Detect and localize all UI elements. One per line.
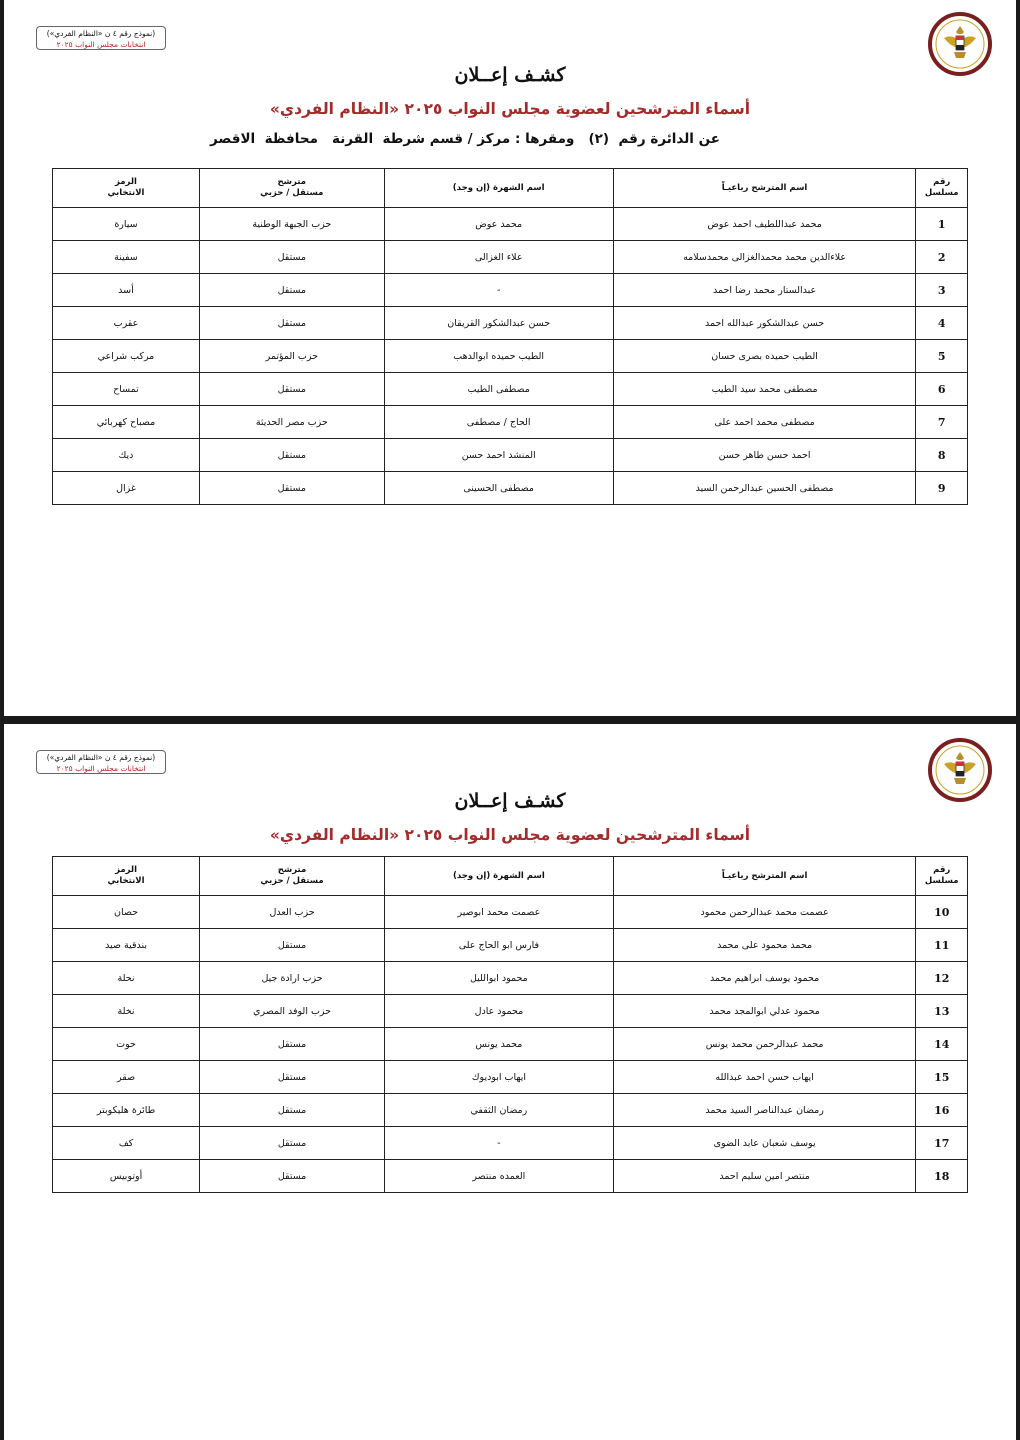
header-election-symbol: الرمز الانتخابي <box>53 857 200 896</box>
serial-cell: 16 <box>916 1094 968 1127</box>
nickname-cell: علاء الغزالى <box>384 241 613 274</box>
serial-cell: 2 <box>916 241 968 274</box>
candidate-name-cell: مصطفى محمد احمد على <box>613 406 916 439</box>
election-symbol-cell: بندقية صيد <box>53 929 200 962</box>
candidate-type-cell: مستقل <box>199 472 384 505</box>
form-number-badge <box>36 750 166 774</box>
serial-cell: 6 <box>916 373 968 406</box>
nickname-cell: مصطفى الطيب <box>384 373 613 406</box>
candidate-name-cell: يوسف شعبان عابد الضوى <box>613 1127 916 1160</box>
document-title: كشـف إعــلان <box>454 790 566 812</box>
header-candidate-type: مترشح مستقل / حزبي <box>200 857 385 896</box>
table-row <box>53 472 968 505</box>
nickname-cell: محمد عوض <box>384 208 613 241</box>
candidate-name-cell: ايهاب حسن احمد عبدالله <box>613 1061 916 1094</box>
candidate-type-cell: حزب الوفد المصري <box>200 995 385 1028</box>
form-badge-line2: انتخابات مجلس النواب ٢٠٢٥ <box>56 764 146 773</box>
candidate-type-cell: حزب العدل <box>200 896 385 929</box>
header-candidate-name: اسم المترشح رباعيـاً <box>613 857 916 896</box>
candidate-type-cell: مستقل <box>200 1061 385 1094</box>
table-row <box>53 307 968 340</box>
district-line: عن الدائرة رقم (٢) ومقرها : مركز / قسم شرطة القرنة محافظة الاقصر <box>209 131 720 147</box>
candidate-type-cell: مستقل <box>200 1028 385 1061</box>
candidate-name-cell: عبدالستار محمد رضا احمد <box>613 274 916 307</box>
nickname-cell: الطيب حميده ابوالدهب <box>384 340 613 373</box>
header-serial: رقم مسلسل <box>916 857 968 896</box>
table-row <box>53 1160 968 1193</box>
table-row <box>53 1127 968 1160</box>
candidate-name-cell: علاءالدين محمد محمدالغزالى محمدسلامه <box>613 241 916 274</box>
header-nickname: اسم الشهرة (إن وجد) <box>384 169 613 208</box>
table-row <box>53 439 968 472</box>
header-candidate-type: مترشح مستقل / حزبي <box>199 169 384 208</box>
election-symbol-cell: سيارة <box>53 208 200 241</box>
table-row <box>53 896 968 929</box>
election-symbol-cell: عقرب <box>53 307 200 340</box>
candidate-type-cell: مستقل <box>199 274 384 307</box>
table-row <box>53 1028 968 1061</box>
nickname-cell: حسن عبدالشكور القريقان <box>384 307 613 340</box>
candidates-table-1 <box>52 168 968 505</box>
election-symbol-cell: حصان <box>53 896 200 929</box>
candidate-name-cell: محمود يوسف ابراهيم محمد <box>613 962 916 995</box>
nickname-cell: محمود ابوالليل <box>385 962 614 995</box>
candidate-name-cell: مصطفى الحسين عبدالرحمن السيد <box>613 472 916 505</box>
candidate-type-cell: مستقل <box>199 241 384 274</box>
serial-cell: 1 <box>916 208 968 241</box>
document-subtitle: أسماء المترشحين لعضوية مجلس النواب ٢٠٢٥ «النظام الفردي» <box>269 100 751 118</box>
serial-cell: 12 <box>916 962 968 995</box>
form-number-badge <box>36 26 166 50</box>
table-header-row <box>53 857 968 896</box>
serial-cell: 11 <box>916 929 968 962</box>
candidate-type-cell: مستقل <box>200 1160 385 1193</box>
document-page-2 <box>4 724 1016 1440</box>
election-symbol-cell: مركب شراعي <box>53 340 200 373</box>
candidate-type-cell: مستقل <box>199 439 384 472</box>
form-badge-line1: (نموذج رقم ٤ ن «النظام الفردي») <box>46 753 156 762</box>
nickname-cell: محمد يونس <box>385 1028 614 1061</box>
nickname-cell: محمود عادل <box>385 995 614 1028</box>
nickname-cell: - <box>385 1127 614 1160</box>
election-symbol-cell: أسد <box>53 274 200 307</box>
candidate-type-cell: حزب الجبهة الوطنية <box>199 208 384 241</box>
candidate-name-cell: حسن عبدالشكور عبدالله احمد <box>613 307 916 340</box>
candidate-type-cell: مستقل <box>200 1094 385 1127</box>
document-subtitle: أسماء المترشحين لعضوية مجلس النواب ٢٠٢٥ «النظام الفردي» <box>269 826 751 844</box>
table-row <box>53 208 968 241</box>
nickname-cell: الحاج / مصطفى <box>384 406 613 439</box>
nickname-cell: فارس ابو الحاج على <box>385 929 614 962</box>
nickname-cell: عصمت محمد ابوصير <box>385 896 614 929</box>
serial-cell: 5 <box>916 340 968 373</box>
candidate-type-cell: مستقل <box>199 307 384 340</box>
candidate-name-cell: عصمت محمد عبدالرحمن محمود <box>613 896 916 929</box>
candidate-type-cell: حزب مصر الحديثة <box>199 406 384 439</box>
election-symbol-cell: غزال <box>53 472 200 505</box>
election-symbol-cell: طائرة هليكوبتر <box>53 1094 200 1127</box>
election-symbol-cell: ديك <box>53 439 200 472</box>
candidate-name-cell: رمضان عبدالناصر السيد محمد <box>613 1094 916 1127</box>
candidate-type-cell: مستقل <box>200 1127 385 1160</box>
header-nickname: اسم الشهرة (إن وجد) <box>385 857 614 896</box>
document-page-1 <box>4 0 1016 716</box>
table-row <box>53 274 968 307</box>
serial-cell: 3 <box>916 274 968 307</box>
candidate-name-cell: منتصر امين سليم احمد <box>613 1160 916 1193</box>
form-badge-line1: (نموذج رقم ٤ ن «النظام الفردي») <box>46 29 156 38</box>
nickname-cell: مصطفى الحسينى <box>384 472 613 505</box>
election-symbol-cell: نخلة <box>53 995 200 1028</box>
election-symbol-cell: سفينة <box>53 241 200 274</box>
serial-cell: 15 <box>916 1061 968 1094</box>
serial-cell: 9 <box>916 472 968 505</box>
election-symbol-cell: صقر <box>53 1061 200 1094</box>
candidate-name-cell: محمد محمود على محمد <box>613 929 916 962</box>
table-row <box>53 406 968 439</box>
header-candidate-name: اسم المترشح رباعيـاً <box>613 169 916 208</box>
serial-cell: 18 <box>916 1160 968 1193</box>
serial-cell: 4 <box>916 307 968 340</box>
nickname-cell: العمده منتصر <box>385 1160 614 1193</box>
table-row <box>53 1094 968 1127</box>
serial-cell: 17 <box>916 1127 968 1160</box>
candidate-name-cell: محمد عبداللطيف احمد عوض <box>613 208 916 241</box>
nickname-cell: - <box>384 274 613 307</box>
nickname-cell: المنشد احمد حسن <box>384 439 613 472</box>
election-symbol-cell: مصباح كهربائي <box>53 406 200 439</box>
election-symbol-cell: أوتوبيس <box>53 1160 200 1193</box>
header-election-symbol: الرمز الانتخابي <box>53 169 200 208</box>
table-row <box>53 340 968 373</box>
nickname-cell: رمضان الثقفي <box>385 1094 614 1127</box>
election-symbol-cell: حوت <box>53 1028 200 1061</box>
candidate-type-cell: مستقل <box>199 373 384 406</box>
table-row <box>53 373 968 406</box>
form-badge-line2: انتخابات مجلس النواب ٢٠٢٥ <box>56 40 146 49</box>
table-row <box>53 241 968 274</box>
serial-cell: 7 <box>916 406 968 439</box>
serial-cell: 14 <box>916 1028 968 1061</box>
election-symbol-cell: تمساح <box>53 373 200 406</box>
candidates-table-2 <box>52 856 968 1193</box>
candidate-type-cell: حزب ارادة جيل <box>200 962 385 995</box>
candidate-name-cell: محمد عبدالرحمن محمد يونس <box>613 1028 916 1061</box>
nickname-cell: ايهاب ابوديوك <box>385 1061 614 1094</box>
table-row <box>53 962 968 995</box>
candidate-type-cell: حزب المؤتمر <box>199 340 384 373</box>
table-row <box>53 995 968 1028</box>
table-row <box>53 929 968 962</box>
table-row <box>53 1061 968 1094</box>
serial-cell: 8 <box>916 439 968 472</box>
table-header-row <box>53 169 968 208</box>
candidate-name-cell: احمد حسن طاهر حسن <box>613 439 916 472</box>
candidate-type-cell: مستقل <box>200 929 385 962</box>
election-symbol-cell: كف <box>53 1127 200 1160</box>
header-serial: رقم مسلسل <box>916 169 968 208</box>
election-symbol-cell: نحلة <box>53 962 200 995</box>
document-title: كشـف إعــلان <box>454 64 566 86</box>
candidate-name-cell: مصطفى محمد سيد الطيب <box>613 373 916 406</box>
candidate-name-cell: محمود عدلي ابوالمجد محمد <box>613 995 916 1028</box>
candidate-name-cell: الطيب حميده بصرى حسان <box>613 340 916 373</box>
serial-cell: 13 <box>916 995 968 1028</box>
serial-cell: 10 <box>916 896 968 929</box>
